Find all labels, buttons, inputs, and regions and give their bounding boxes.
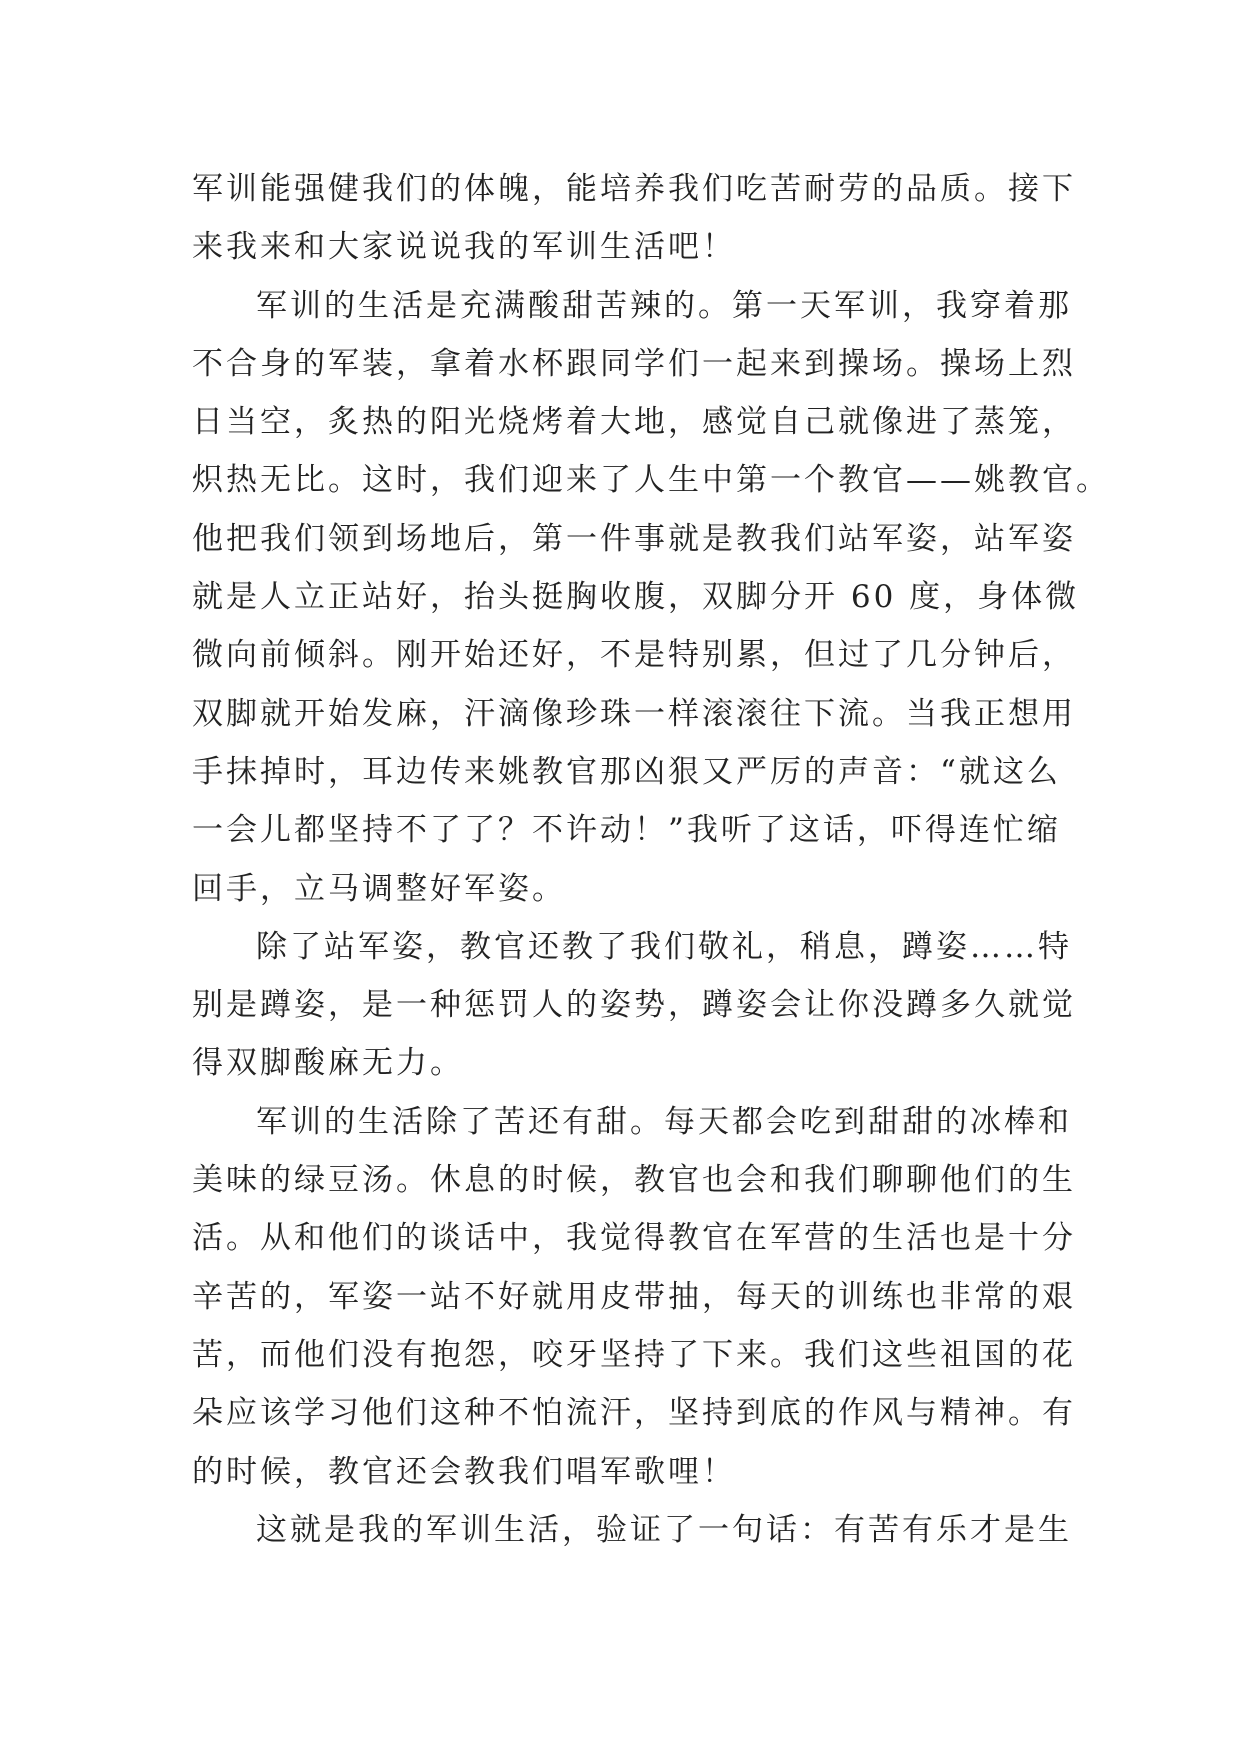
text-line: 他把我们领到场地后，第一件事就是教我们站军姿，站军姿 bbox=[192, 520, 1076, 557]
text-line: 苦，而他们没有抱怨，咬牙坚持了下来。我们这些祖国的花 bbox=[192, 1336, 1076, 1373]
text-line: 来我来和大家说说我的军训生活吧！ bbox=[192, 229, 736, 266]
text-line: 朵应该学习他们这种不怕流汗，坚持到底的作风与精神。有 bbox=[192, 1395, 1076, 1432]
text-line: 回手，立马调整好军姿。 bbox=[192, 870, 566, 907]
text-line: 双脚就开始发麻，汗滴像珍珠一样滚滚往下流。当我正想用 bbox=[192, 695, 1076, 732]
text-line: 炽热无比。这时，我们迎来了人生中第一个教官——姚教官。 bbox=[192, 462, 1110, 499]
text-line: 一会儿都坚持不了了？不许动！”我听了这话，吓得连忙缩 bbox=[192, 812, 1061, 849]
text-line: 美味的绿豆汤。休息的时候，教官也会和我们聊聊他们的生 bbox=[192, 1162, 1076, 1199]
text-line: 的时候，教官还会教我们唱军歌哩！ bbox=[192, 1453, 736, 1490]
text-line: 手抹掉时，耳边传来姚教官那凶狠又严厉的声音：“就这么 bbox=[192, 753, 1061, 790]
text-line: 别是蹲姿，是一种惩罚人的姿势，蹲姿会让你没蹲多久就觉 bbox=[192, 987, 1076, 1024]
text-line: 军训的生活除了苦还有甜。每天都会吃到甜甜的冰棒和 bbox=[256, 1103, 1072, 1140]
text-line: 辛苦的，军姿一站不好就用皮带抽，每天的训练也非常的艰 bbox=[192, 1278, 1076, 1315]
text-line: 就是人立正站好，抬头挺胸收腹，双脚分开 60 度，身体微 bbox=[192, 579, 1080, 616]
text-line: 活。从和他们的谈话中，我觉得教官在军营的生活也是十分 bbox=[192, 1220, 1076, 1257]
text-line: 微向前倾斜。刚开始还好，不是特别累，但过了几分钟后， bbox=[192, 637, 1076, 674]
text-line: 除了站军姿，教官还教了我们敬礼，稍息，蹲姿……特 bbox=[256, 928, 1072, 965]
text-line: 不合身的军装，拿着水杯跟同学们一起来到操场。操场上烈 bbox=[192, 345, 1076, 382]
document-body bbox=[192, 160, 1110, 1559]
text-line: 军训能强健我们的体魄，能培养我们吃苦耐劳的品质。接下 bbox=[192, 171, 1076, 207]
text-line: 这就是我的军训生活，验证了一句话：有苦有乐才是生 bbox=[256, 1511, 1072, 1548]
text-line: 军训的生活是充满酸甜苦辣的。第一天军训，我穿着那 bbox=[256, 287, 1072, 324]
text-line: 得双脚酸麻无力。 bbox=[192, 1045, 464, 1082]
text-line: 日当空，炙热的阳光烧烤着大地，感觉自己就像进了蒸笼， bbox=[192, 404, 1076, 441]
